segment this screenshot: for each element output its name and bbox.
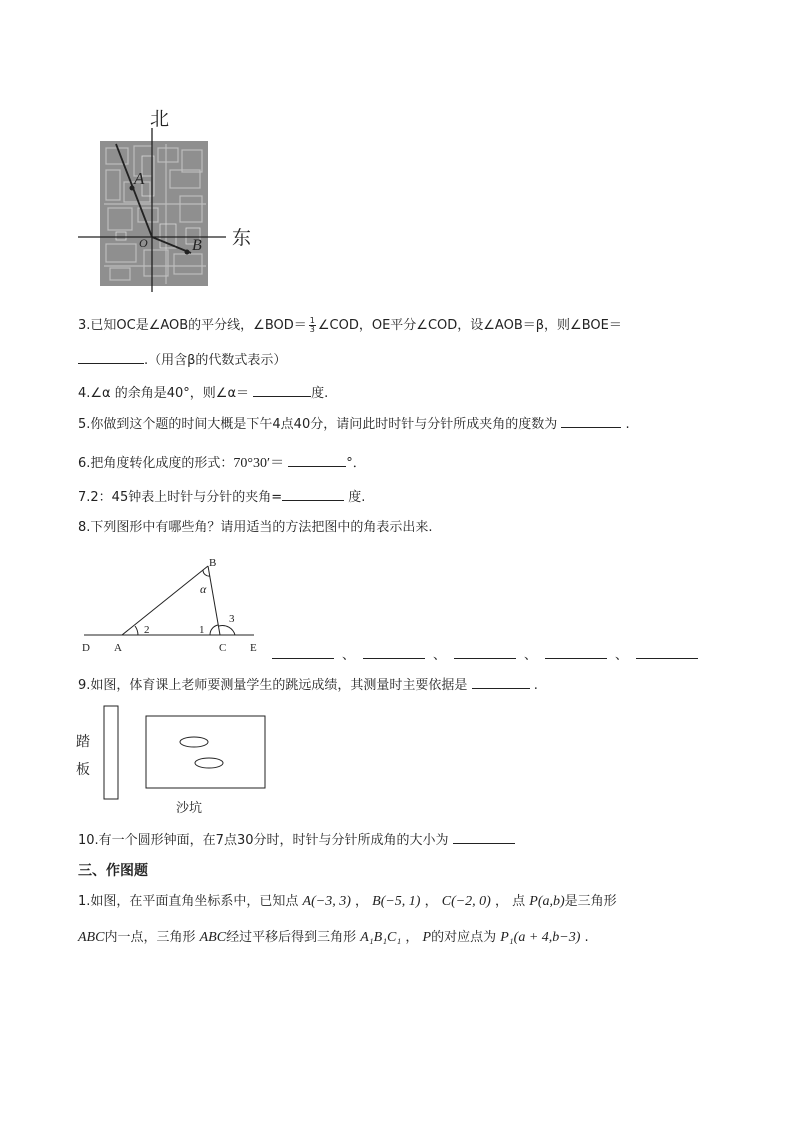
section-3-title: 三、作图题 — [78, 863, 148, 879]
q6-text-b: °． — [346, 456, 366, 471]
question-4 — [78, 384, 328, 403]
q4-text-a: 4.∠α 的余角是40°，则∠α＝ — [78, 386, 250, 401]
east-label: 东 — [232, 227, 252, 249]
q8-separator-1: 、 — [342, 648, 356, 663]
q4-answer-blank[interactable] — [253, 384, 311, 397]
q6-answer-blank[interactable] — [288, 454, 346, 467]
segment-ab — [122, 566, 208, 635]
q3-text-b: ∠COD，OE平分∠COD，设∠AOB＝β，则∠BOE＝ — [317, 318, 622, 333]
label-angle-2: 2 — [144, 624, 150, 636]
p1-text-b: 点 — [512, 894, 526, 909]
q6-expression: 70°30′＝ — [233, 456, 285, 471]
label-b: B — [209, 557, 217, 569]
p1-triangle-abc: ABC — [78, 930, 105, 945]
q5-text-b: . — [625, 417, 630, 432]
question-5 — [78, 415, 630, 434]
problem-1-line-1: 1.如图，在平面直角坐标系中，已知点 A(−3, 3) ， B(−5, 1) ， C(−2, 0) ， 点 P(a,b)是三角形 — [78, 894, 617, 909]
q8-answer-blank-4[interactable] — [545, 646, 607, 659]
q5-answer-blank[interactable] — [561, 415, 621, 428]
label-a: A — [114, 642, 122, 654]
q4-text-b: 度. — [311, 386, 329, 401]
q9-answer-blank[interactable] — [472, 676, 530, 689]
question-7 — [78, 488, 365, 507]
p1-text-d: 内一点，三角形 — [104, 930, 196, 945]
q8-text: 8.下列图形中有哪些角？请用适当的方法把图中的角表示出来. — [78, 520, 433, 535]
label-alpha: α — [200, 582, 207, 596]
board-label-1: 踏 — [76, 734, 90, 750]
angle-1-arc — [210, 625, 218, 635]
triangle-figure — [76, 554, 266, 658]
p1-point-p1: P₁(a + 4,b−3) — [500, 930, 581, 945]
q7-answer-blank[interactable] — [282, 488, 344, 501]
q8-answer-blank-5[interactable] — [636, 646, 698, 659]
label-d: D — [82, 642, 90, 654]
point-b-dot — [185, 250, 190, 255]
sand-pit — [146, 716, 265, 788]
p1-point-p-2: P — [422, 930, 432, 945]
question-3 — [78, 317, 622, 335]
takeoff-board — [104, 706, 118, 799]
label-c: C — [219, 642, 227, 654]
problem-1-line-2: ABC内一点，三角形 ABC经过平移后得到三角形 A₁B₁C₁ ， P的对应点为 P₁(a + 4,b−3) . — [78, 930, 589, 945]
q7-text-b: 度. — [348, 490, 366, 505]
q5-text-a: 5.你做到这个题的时间大概是下午4点40分，请问此时时针与分针所成夹角的度数为 — [78, 417, 558, 432]
compass-map-figure — [76, 104, 266, 294]
question-3-line-2 — [78, 351, 286, 370]
point-a-label: A — [134, 169, 145, 188]
p1-text-a: 1.如图，在平面直角坐标系中，已知点 — [78, 894, 299, 909]
p1-text-e: 经过平移后得到三角形 — [226, 930, 357, 945]
footprint-1 — [180, 737, 208, 747]
p1-text-g: . — [584, 930, 589, 945]
q9-text-b: . — [533, 678, 538, 693]
p1-point-c: C(−2, 0) — [441, 894, 491, 909]
q8-answer-blank-2[interactable] — [363, 646, 425, 659]
label-angle-3: 3 — [229, 613, 235, 625]
q3-text-a: 3.已知OC是∠AOB的平分线，∠BOD＝ — [78, 318, 307, 333]
p1-point-a: A(−3, 3) — [302, 894, 351, 909]
p1-text-f: 的对应点为 — [431, 930, 497, 945]
q10-text: 10.有一个圆形钟面，在7点30分时，时针与分针所成角的大小为 — [78, 833, 449, 848]
q8-separator-3: 、 — [524, 648, 538, 663]
p1-point-p: P(a,b) — [529, 894, 565, 909]
p1-triangle-abc-2: ABC — [199, 930, 227, 945]
point-b-label: B — [192, 237, 202, 254]
question-8 — [78, 519, 433, 537]
q7-text-a: 7.2：45钟表上时针与分针的夹角= — [78, 490, 283, 505]
q9-text-a: 9.如图，体育课上老师要测量学生的跳远成绩，其测量时主要依据是 — [78, 678, 468, 693]
q8-answer-blank-3[interactable] — [454, 646, 516, 659]
question-10 — [78, 831, 515, 850]
label-angle-1: 1 — [199, 624, 205, 636]
q8-answer-row — [272, 646, 698, 665]
footprint-2 — [195, 758, 223, 768]
q3-fraction — [309, 317, 316, 334]
q3-answer-blank[interactable] — [78, 351, 144, 364]
origin-label: O — [139, 236, 148, 250]
question-6 — [78, 454, 366, 473]
long-jump-figure — [74, 700, 274, 820]
question-9 — [78, 676, 538, 695]
board-label-2: 板 — [76, 762, 90, 778]
q3-line2: .（用含β的代数式表示） — [144, 353, 287, 368]
p1-point-b: B(−5, 1) — [372, 894, 421, 909]
q3-fraction-denominator: 3 — [309, 325, 315, 334]
q8-answer-blank-1[interactable] — [272, 646, 334, 659]
q8-separator-4: 、 — [615, 648, 629, 663]
p1-triangle-a1b1c1: A₁B₁C₁ — [360, 930, 402, 945]
label-e: E — [250, 642, 257, 654]
q8-separator-2: 、 — [433, 648, 447, 663]
angle-3-arc — [219, 626, 235, 635]
p1-text-c: 是三角形 — [564, 894, 617, 909]
q3-fraction-numerator: 1 — [309, 316, 315, 325]
q6-text-a: 6.把角度转化成度的形式： — [78, 456, 234, 471]
north-label: 北 — [150, 108, 170, 130]
pit-label: 沙坑 — [176, 801, 203, 816]
angle-2-arc — [135, 626, 138, 635]
q10-answer-blank[interactable] — [453, 831, 515, 844]
